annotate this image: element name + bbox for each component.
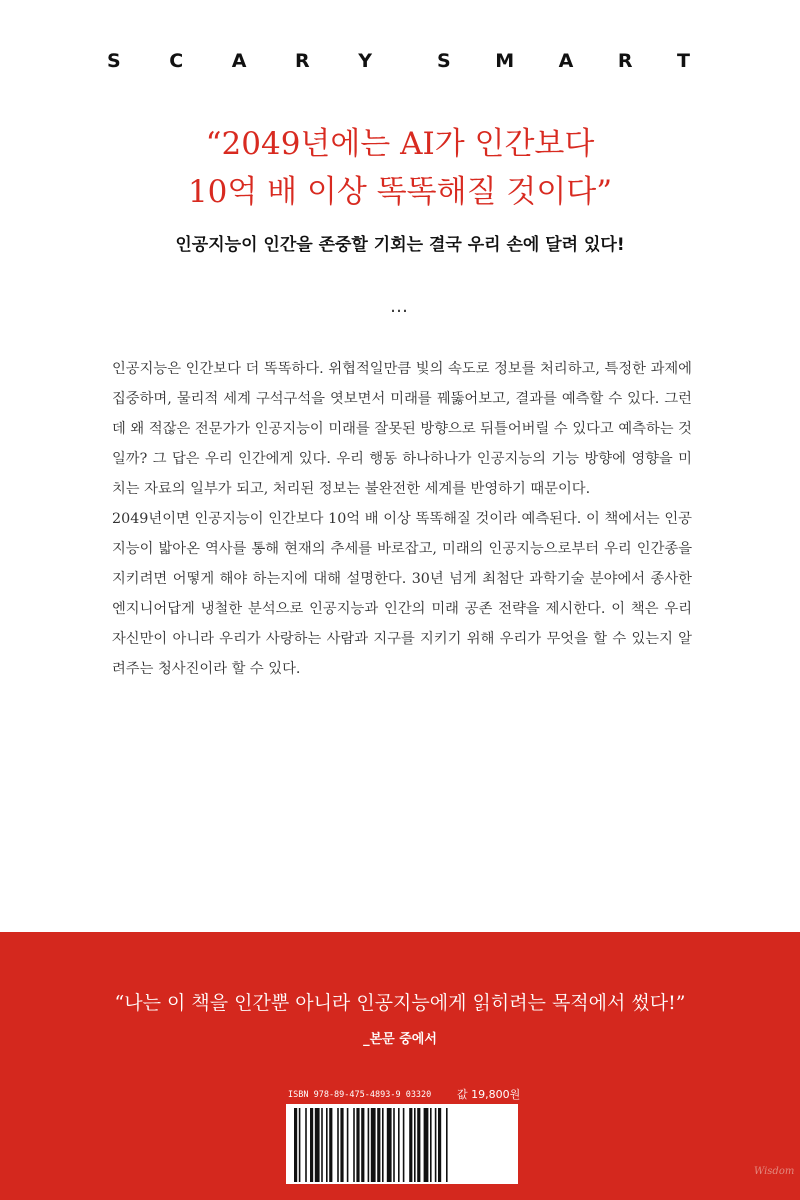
title-letter: S [107,50,121,72]
barcode-bar [393,1108,395,1182]
barcode-bar [347,1108,349,1182]
barcode-bar [337,1108,339,1182]
headline-line-1: “2049년에는 AI가 인간보다 [205,126,595,162]
price-text: 값 19,800원 [457,1088,521,1101]
barcode-bar [356,1108,359,1182]
title-word-scary [107,50,372,72]
title-letter: C [169,50,184,72]
subheadline: 인공지능이 인간을 존중할 기회는 결국 우리 손에 달려 있다! [175,235,625,255]
barcode-bar [340,1108,343,1182]
barcode-bar [310,1108,313,1182]
barcode-bar [398,1108,400,1182]
title-letter: A [558,50,574,72]
barcode-bar [353,1108,355,1182]
author-quote: “나는 이 책을 인간뿐 아니라 인공지능에게 읽히려는 목적에서 썼다!” [114,992,686,1014]
barcode-bar [424,1108,429,1182]
title-letter: R [617,50,633,72]
title-letter: T [677,50,690,72]
barcode-bar [446,1108,448,1182]
quote-source: _본문 중에서 [363,1032,437,1047]
headline-quote [0,120,800,216]
headline-line-2: 10억 배 이상 똑똑해질 것이다” [187,174,613,210]
barcode-bar [361,1108,364,1182]
publisher-logo: Wisdom [754,1166,795,1177]
title-letter: A [231,50,247,72]
barcode-bar [382,1108,384,1182]
barcode-bars [292,1108,512,1182]
title-letter: Y [358,50,372,72]
section-divider: … [390,296,410,317]
barcode-bar [435,1108,437,1182]
barcode-bar [368,1108,370,1182]
barcode-bar [315,1108,320,1182]
barcode-bar [294,1108,297,1182]
barcode-bar [371,1108,376,1182]
isbn-text: ISBN 978-89-475-4893-9 03320 [288,1090,432,1100]
blurb-paragraph-1: 인공지능은 인간보다 더 똑똑하다. 위협적일만큼 빛의 속도로 정보를 처리하고, 특정한 과제에 집중하며, 물리적 세계 구석구석을 엿보면서 미래를 꿰뚫어보고, 결과를 예측할 수 있다. 그런데 왜 적잖은 전문가가 인공지능이 미래를 잘못된 방향으로 뒤틀어버릴 수 있다고 예측하는 것일까? 그 답은 우리 인간에게 있다. 우리 행동 하나하나가 인공지능의 기능 방향에 영향을 미치는 자료의 일부가 되고, 처리된 정보는 불완전한 세계를 반영하기 때문이다. [112,361,692,497]
barcode [286,1104,518,1184]
title-letter: M [495,50,515,72]
barcode-bar [409,1108,412,1182]
barcode-bar [329,1108,332,1182]
barcode-bar [305,1108,307,1182]
barcode-bar [299,1108,301,1182]
title-letter: R [295,50,310,72]
blurb-body [112,354,692,684]
title-word-smart [437,50,690,72]
barcode-bar [321,1108,323,1182]
barcode-bar [403,1108,405,1182]
barcode-bar [430,1108,432,1182]
barcode-bar [377,1108,380,1182]
blurb-paragraph-2: 2049년이면 인공지능이 인간보다 10억 배 이상 똑똑해질 것이라 예측된다. 이 책에서는 인공지능이 밟아온 역사를 통해 현재의 추세를 바로잡고, 미래의 인공지능으로부터 우리 인간종을 지키려면 어떻게 해야 하는지에 대해 설명한다. 30년 넘게 최첨단 과학기술 분야에서 종사한 엔지니어답게 냉철한 분석으로 인공지능과 인간의 미래 공존 전략을 제시한다. 이 책은 우리 자신만이 아니라 우리가 사랑하는 사람과 지구를 지키기 위해 우리가 무엇을 할 수 있는지 알려주는 청사진이라 할 수 있다. [112,511,692,677]
title-letter: S [437,50,451,72]
barcode-bar [438,1108,441,1182]
barcode-bar [417,1108,420,1182]
barcode-bar [414,1108,416,1182]
barcode-bar [326,1108,328,1182]
barcode-bar [387,1108,392,1182]
